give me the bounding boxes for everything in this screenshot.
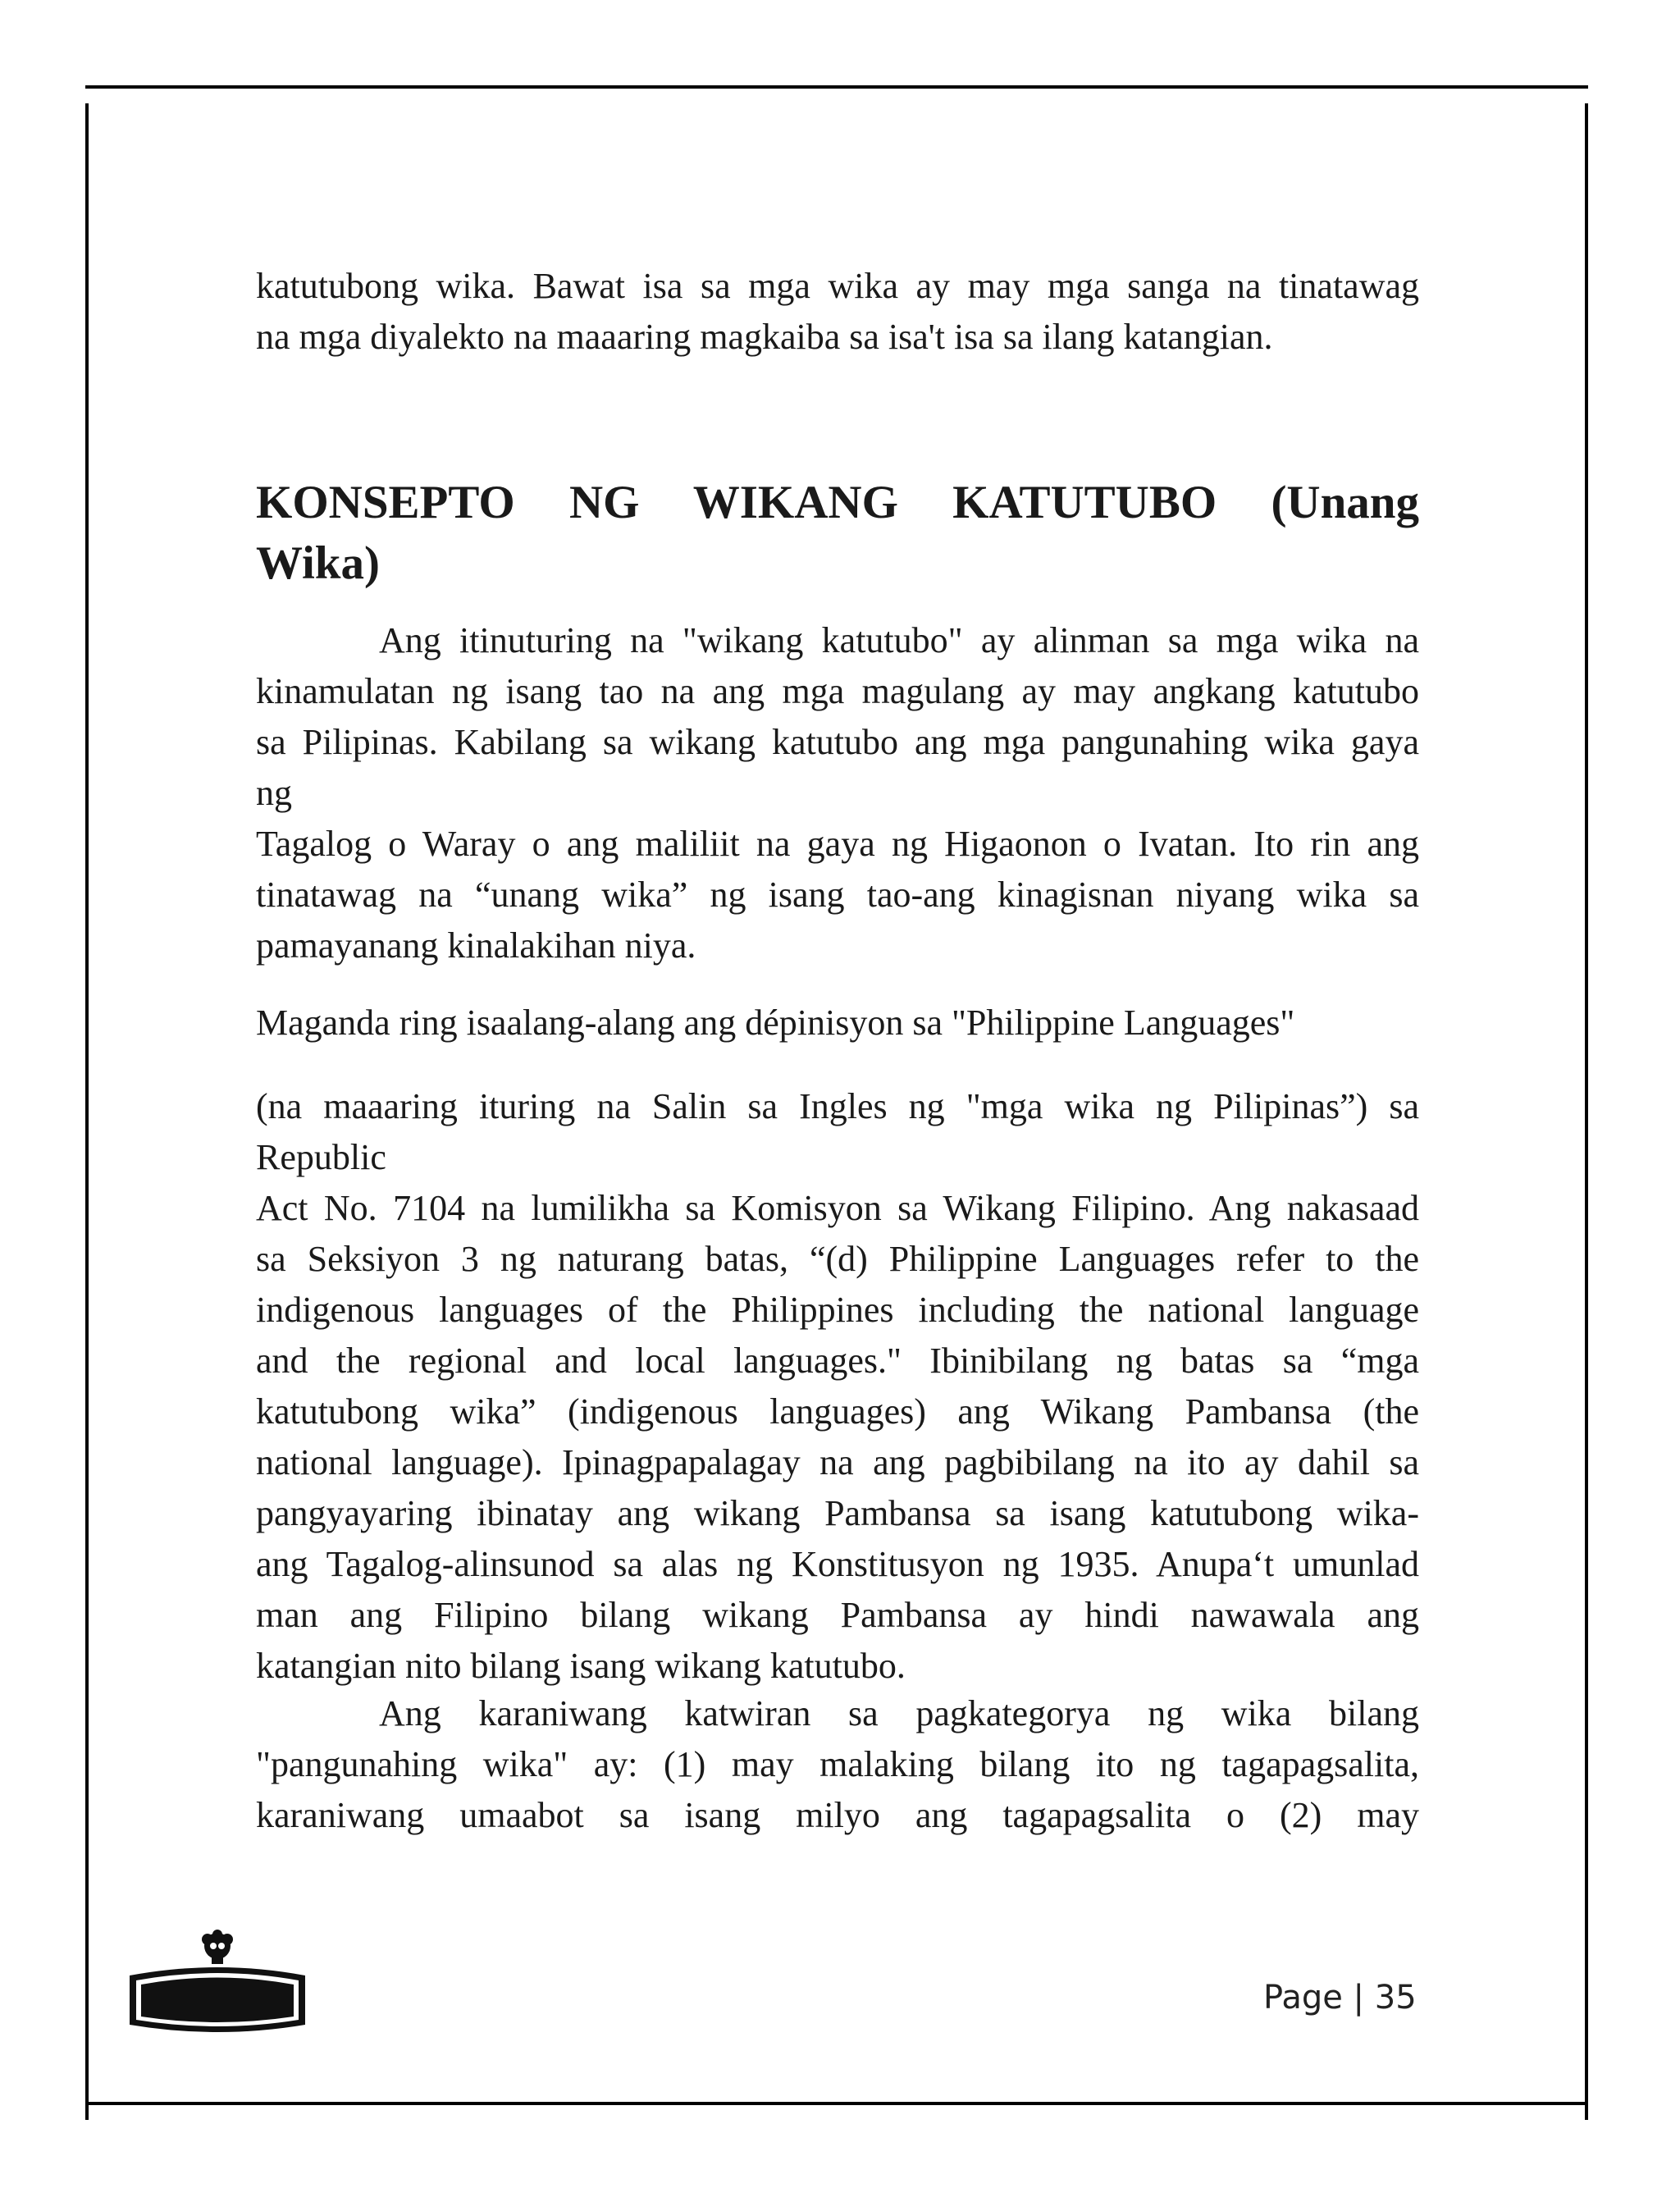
paragraph-pangunahing-wika <box>256 1688 1419 1841</box>
text-line: (na maaaring ituring na Salin sa Ingles ng "mga wika ng Pilipinas”) sa <box>256 1086 1419 1126</box>
text-line: Ang itinuturing na "wikang katutubo" ay alinman sa mga wika na <box>379 620 1419 660</box>
crest-icon <box>202 1930 233 1964</box>
text-line: "pangunahing wika" ay: (1) may malaking bilang ito ng tagapagsalita, <box>256 1744 1419 1784</box>
page-border-bottom <box>85 2102 1588 2105</box>
text-line: Ang karaniwang katwiran sa pagkategorya ng wika bilang <box>379 1693 1419 1733</box>
page-border-left <box>85 103 89 2120</box>
filipino-logo-graphic <box>123 1928 312 2043</box>
section-heading <box>256 473 1419 594</box>
text-line: Republic <box>256 1137 386 1177</box>
paragraph-wikang-katutubo <box>256 615 1419 971</box>
text-line: katutubong wika. Bawat isa sa mga wika ay may mga sanga na tinatawag <box>256 266 1419 306</box>
paragraph-republic-act <box>256 1081 1419 1692</box>
text-line: ng <box>256 773 292 813</box>
text-line: pangyayaring ibinatay ang wikang Pambansa sa isang katutubong wika- <box>256 1493 1419 1533</box>
text-line: national language). Ipinagpapalagay na ang pagbibilang na ito ay dahil sa <box>256 1442 1419 1482</box>
text-line: katangian nito bilang isang wikang katutubo. <box>256 1646 906 1686</box>
text-line: pamayanang kinalakihan niya. <box>256 925 696 966</box>
page-border-right <box>1585 103 1588 2120</box>
text-line: man ang Filipino bilang wikang Pambansa ay hindi nawawala ang <box>256 1595 1419 1635</box>
text-line: Tagalog o Waray o ang maliliit na gaya ng Higaonon o Ivatan. Ito rin ang <box>256 824 1419 864</box>
text-line: sa Pilipinas. Kabilang sa wikang katutubo ang mga pangunahing wika gaya <box>256 722 1419 762</box>
text-line: and the regional and local languages." Ibinibilang ng batas sa “mga <box>256 1341 1419 1381</box>
text-line: indigenous languages of the Philippines including the national language <box>256 1290 1419 1330</box>
text-line: karaniwang umaabot sa isang milyo ang tagapagsalita o (2) may <box>256 1795 1419 1835</box>
page-number: Page | 35 <box>1263 1979 1417 2017</box>
heading-line: KONSEPTO NG WIKANG KATUTUBO (Unang <box>256 477 1419 528</box>
paragraph-philippine-languages <box>256 998 1419 1048</box>
heading-line: Wika) <box>256 537 380 589</box>
text-line: na mga diyalekto na maaaring magkaiba sa isa't isa sa ilang katangian. <box>256 317 1273 357</box>
text-line: tinatawag na “unang wika” ng isang tao-ang kinagisnan niyang wika sa <box>256 875 1419 915</box>
text-line: kinamulatan ng isang tao na ang mga magulang ay may angkang katutubo <box>256 671 1419 711</box>
filipino-logo <box>123 1928 312 2043</box>
text-line: sa Seksiyon 3 ng naturang batas, “(d) Philippine Languages refer to the <box>256 1239 1419 1279</box>
text-line: katutubong wika” (indigenous languages) ang Wikang Pambansa (the <box>256 1391 1419 1432</box>
intro-paragraph <box>256 261 1419 363</box>
page-border-top <box>85 85 1588 89</box>
text-line: ang Tagalog-alinsunod sa alas ng Konstitusyon ng 1935. Anupa‘t umunlad <box>256 1544 1419 1584</box>
text-line: Act No. 7104 na lumilikha sa Komisyon sa Wikang Filipino. Ang nakasaad <box>256 1188 1419 1228</box>
text-line: Maganda ring isaalang-alang ang dépinisyon sa "Philippine Languages" <box>256 1003 1295 1043</box>
